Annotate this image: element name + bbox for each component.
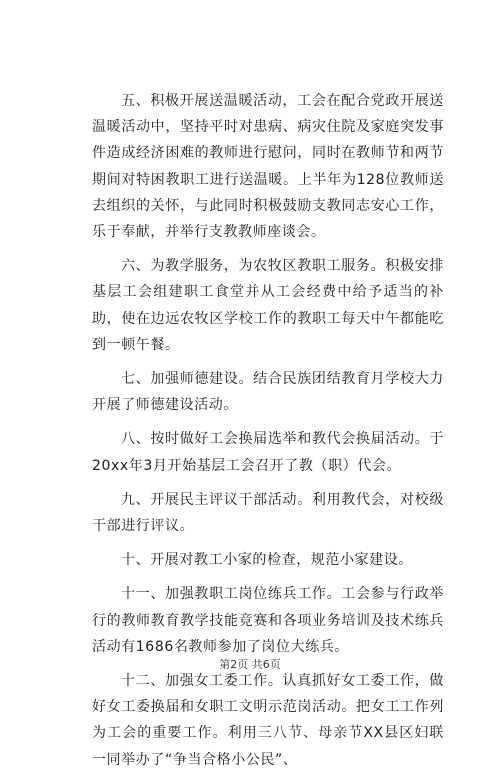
paragraph-5: 五、积极开展送温暖活动，工会在配合党政开展送温暖活动中，坚持平时对患病、病灾住院及家庭突发事件造成经济困难的教师进行慰问，同时在教师节和两节期间对特困教职工进行送温暖。上半年为128位教师送去组织的关怀，与此同时积极鼓励支教同志安心工作，乐于奉献，并举行支教教师座谈会。 — [92, 93, 444, 241]
paragraph-11: 十一、加强教职工岗位练兵工作。工会参与行政举行的教师教育教学技能竞赛和各项业务培训及技术练兵活动有1686名教师参加了岗位大练兵。 — [92, 586, 444, 655]
paragraph-12: 十二、加强女工委工作。认真抓好女工委工作，做好女工委换届和女职工文明示范岗活动。把女工工作列为工会的重要工作。利用三八节、母亲节XX县区妇联一同举办了“争当合格小公民”、 — [92, 673, 444, 768]
paragraph-8: 八、按时做好工会换届选举和教代会换届活动。于20xx年3月开始基层工会召开了教（职）代会。 — [92, 431, 444, 474]
paragraph-7: 七、加强师德建设。结合民族团结教育月学校大力开展了师德建设活动。 — [92, 371, 444, 414]
paragraph-10: 十、开展对教工小家的检查，规范小家建设。 — [121, 552, 413, 569]
paragraph-6: 六、为教学服务，为农牧区教职工服务。积极安排基层工会组建职工食堂并从工会经费中给予适当的补助，使在边远农牧区学校工作的教职工每天中午都能吃到一顿午餐。 — [92, 258, 444, 353]
paragraph-9: 九、开展民主评议干部活动。利用教代会，对校级干部进行评议。 — [92, 491, 444, 535]
document-body — [92, 88, 444, 781]
page-number-footer: 第2页 共6页 — [219, 658, 281, 671]
